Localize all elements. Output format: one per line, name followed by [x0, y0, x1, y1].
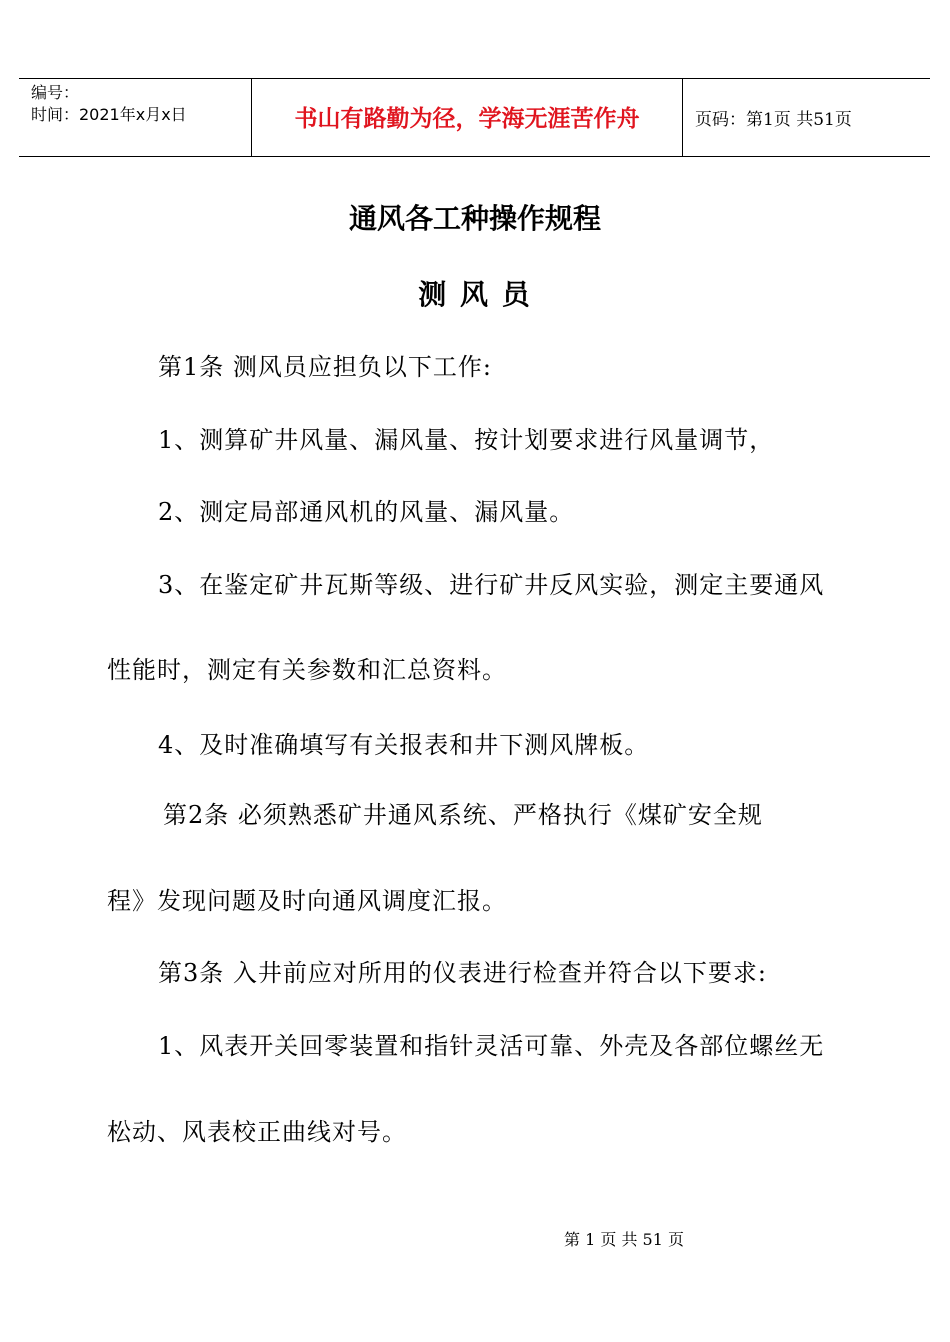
paragraph-line: 第2条 必须熟悉矿井通风系统、严格执行《煤矿安全规 [163, 801, 763, 829]
paragraph-line: 第3条 入井前应对所用的仪表进行检查并符合以下要求: [158, 959, 767, 987]
paragraph-line: 性能时，测定有关参数和汇总资料。 [107, 656, 507, 684]
paragraph-line: 1、风表开关回零装置和指针灵活可靠、外壳及各部位螺丝无 [158, 1032, 825, 1060]
paragraph-line: 2、测定局部通风机的风量、漏风量。 [158, 498, 575, 526]
motto-text: 书山有路勤为径，学海无涯苦作舟 [294, 106, 640, 132]
paragraph-line: 第1条 测风员应担负以下工作: [158, 353, 492, 381]
header-page-info: 页码：第1页 共51页 [695, 110, 852, 130]
document-subtitle: 测 风 员 [418, 278, 532, 311]
paragraph-line: 4、及时准确填写有关报表和井下测风牌板。 [158, 731, 650, 759]
page-footer: 第 1 页 共 51 页 [564, 1230, 684, 1249]
paragraph-line: 3、在鉴定矿井瓦斯等级、进行矿井反风实验，测定主要通风 [158, 571, 825, 599]
time-label: 时间：2021年x月x日 [31, 105, 187, 124]
header-motto-cell [252, 79, 683, 156]
paragraph-line: 程》发现问题及时向通风调度汇报。 [107, 887, 507, 915]
document-title: 通风各工种操作规程 [348, 202, 601, 235]
paragraph-line: 1、测算矿井风量、漏风量、按计划要求进行风量调节， [158, 426, 775, 454]
header-page-cell [683, 79, 930, 156]
number-label: 编号： [31, 83, 80, 102]
header-meta-cell [19, 79, 252, 156]
document-header [19, 78, 930, 157]
paragraph-line: 松动、风表校正曲线对号。 [107, 1118, 407, 1146]
